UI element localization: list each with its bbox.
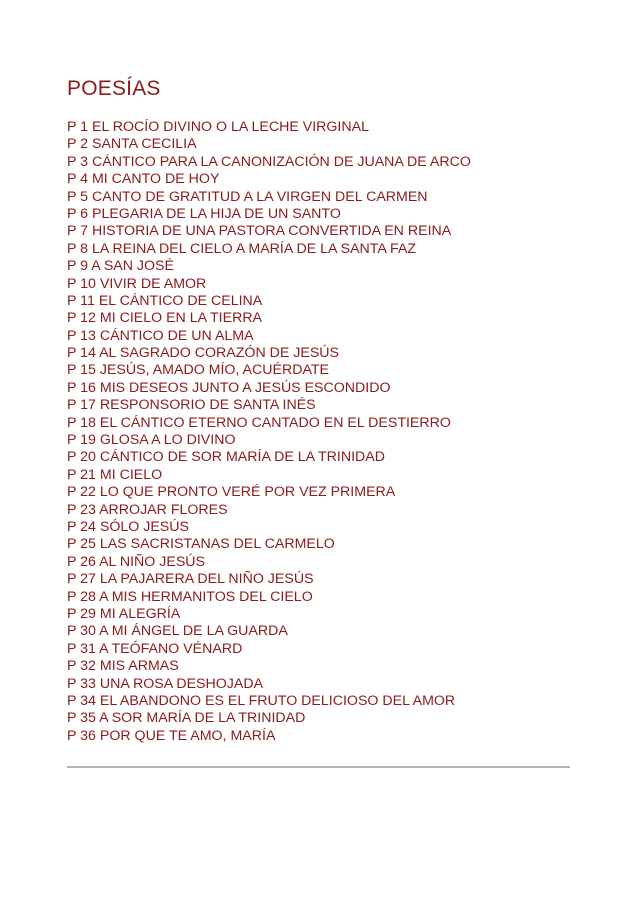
list-item: P 23 ARROJAR FLORES	[67, 501, 228, 518]
list-item: P 25 LAS SACRISTANAS DEL CARMELO	[67, 536, 335, 553]
list-item: P 10 VIVIR DE AMOR	[67, 275, 207, 292]
list-item: P 21 MI CIELO	[67, 466, 163, 483]
list-item: P 32 MIS ARMAS	[67, 658, 179, 675]
list-item: P 2 SANTA CECILIA	[67, 136, 197, 153]
horizontal-divider	[67, 766, 570, 768]
list-item: P 16 MIS DESEOS JUNTO A JESÚS ESCONDIDO	[67, 379, 391, 396]
list-item: P 27 LA PAJARERA DEL NIÑO JESÚS	[67, 571, 314, 588]
list-item: P 17 RESPONSORIO DE SANTA INÉS	[67, 397, 316, 414]
list-item: P 30 A MI ÁNGEL DE LA GUARDA	[67, 623, 288, 640]
list-item: P 12 MI CIELO EN LA TIERRA	[67, 310, 263, 327]
list-item: P 15 JESÚS, AMADO MÍO, ACUÉRDATE	[67, 362, 330, 379]
list-item: P 3 CÁNTICO PARA LA CANONIZACIÓN DE JUANA DE ARCO	[67, 153, 471, 170]
list-item: P 11 EL CÁNTICO DE CELINA	[67, 292, 263, 309]
list-item: P 9 A SAN JOSÉ	[67, 258, 174, 275]
list-item: P 14 AL SAGRADO CORAZÓN DE JESÚS	[67, 345, 340, 362]
list-item: P 28 A MIS HERMANITOS DEL CIELO	[67, 588, 313, 605]
list-item: P 35 A SOR MARÍA DE LA TRINIDAD	[67, 710, 306, 727]
poem-list	[67, 119, 471, 745]
list-item: P 18 EL CÁNTICO ETERNO CANTADO EN EL DESTIERRO	[67, 414, 451, 431]
list-item: P 4 MI CANTO DE HOY	[67, 171, 220, 188]
list-item: P 20 CÁNTICO DE SOR MARÍA DE LA TRINIDAD	[67, 449, 385, 466]
list-item: P 24 SÓLO JESÚS	[67, 518, 189, 535]
list-item: P 8 LA REINA DEL CIELO A MARÍA DE LA SANTA FAZ	[67, 240, 417, 257]
list-item: P 22 LO QUE PRONTO VERÉ POR VEZ PRIMERA	[67, 484, 396, 501]
list-item: P 31 A TEÓFANO VÉNARD	[67, 640, 243, 657]
list-item: P 1 EL ROCÍO DIVINO O LA LECHE VIRGINAL	[67, 119, 369, 135]
list-item: P 36 POR QUE TE AMO, MARÍA	[67, 727, 276, 744]
list-item: P 33 UNA ROSA DESHOJADA	[67, 675, 264, 692]
list-item: P 26 AL NIÑO JESÚS	[67, 553, 205, 570]
list-item: P 34 EL ABANDONO ES EL FRUTO DELICIOSO DEL AMOR	[67, 692, 456, 709]
list-item: P 5 CANTO DE GRATITUD A LA VIRGEN DEL CARMEN	[67, 188, 428, 205]
list-item: P 19 GLOSA A LO DIVINO	[67, 432, 236, 449]
page-title: POESÍAS	[67, 77, 161, 100]
list-item: P 29 MI ALEGRÍA	[67, 605, 181, 622]
list-item: P 13 CÁNTICO DE UN ALMA	[67, 327, 254, 344]
list-item: P 6 PLEGARIA DE LA HIJA DE UN SANTO	[67, 205, 341, 222]
list-item: P 7 HISTORIA DE UNA PASTORA CONVERTIDA EN REINA	[67, 223, 452, 240]
